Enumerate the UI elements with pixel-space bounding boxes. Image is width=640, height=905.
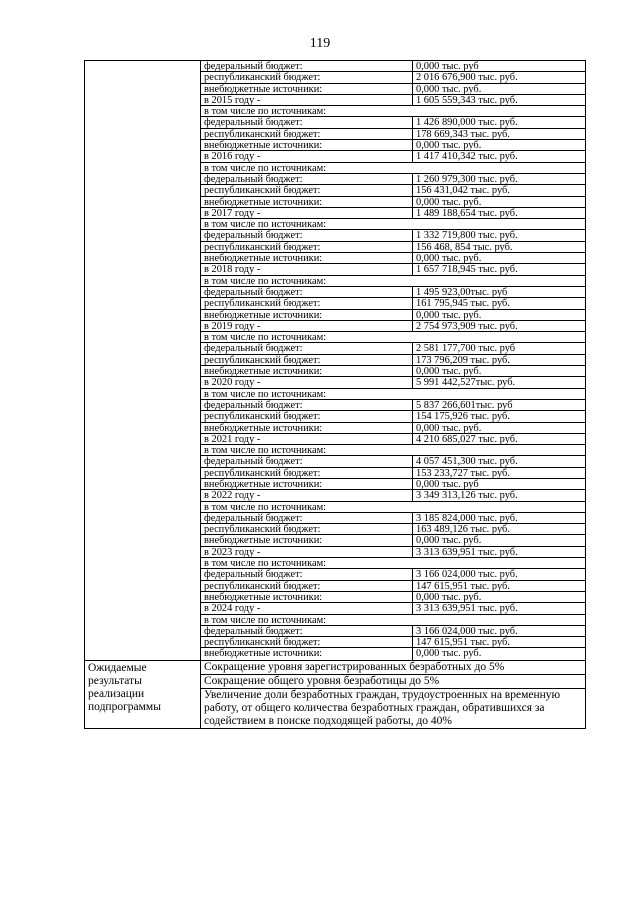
financing-value: 0,000 тыс. руб. [416,535,482,546]
financing-label: федеральный бюджет: [201,343,413,353]
financing-value: 0,000 тыс. руб. [416,83,482,94]
result-item: Увеличение доли безработных граждан, трудоустроенных на временную работу, от общего количества безработных граждан, обратившихся за содействием в поиске подходящей работы, до 40% [204,688,561,727]
financing-label: внебюджетные источники: [201,197,413,207]
financing-value: 1 426 890,000 тыс. руб. [416,117,518,128]
financing-label: внебюджетные источники: [201,253,413,263]
financing-value: 0,000 тыс. руб [416,61,479,72]
financing-label: республиканский бюджет: [201,298,413,308]
financing-value: 3 313 639,951 тыс. руб. [416,546,518,558]
financing-label: в 2021 году - [201,434,413,444]
financing-value: 0,000 тыс. руб [416,478,479,490]
financing-label: в том числе по источникам: [204,162,327,173]
financing-value: 1 260 979,300 тыс. руб. [416,173,518,185]
financing-row [201,411,585,422]
financing-label: в том числе по источникам: [204,558,327,569]
financing-label: внебюджетные источники: [201,84,413,94]
financing-value: 0,000 тыс. руб. [416,422,482,433]
financing-label: республиканский бюджет: [201,411,413,421]
financing-row [201,140,585,151]
financing-row [201,151,585,162]
financing-value: 154 175,926 тыс. руб. [416,411,510,422]
financing-label: в 2024 году - [201,603,413,613]
financing-label: республиканский бюджет: [201,468,413,478]
financing-row [201,185,585,196]
financing-value: 4 057 451,300 тыс. руб. [416,456,518,467]
financing-value: 3 185 824,000 тыс. руб. [416,512,518,524]
financing-value: 2 581 177,700 тыс. руб [416,343,516,354]
financing-label: в том числе по источникам: [204,445,327,456]
financing-row [201,524,585,535]
sources-header-row [201,276,585,287]
financing-row [201,253,585,264]
financing-row [201,95,585,106]
financing-row [201,117,585,128]
financing-label: внебюджетные источники: [201,423,413,433]
financing-value: 0,000 тыс. руб. [416,648,482,660]
financing-label: федеральный бюджет: [201,626,413,636]
financing-row [201,569,585,580]
financing-section [85,61,585,660]
financing-label: в том числе по источникам: [204,388,327,399]
sources-header-row [201,106,585,117]
financing-row [201,581,585,592]
results-label: Ожидаемые результаты реализации подпрограммы [85,661,201,728]
financing-value: 178 669,343 тыс. руб. [416,128,510,140]
financing-label: в том числе по источникам: [204,501,327,512]
page-number: 119 [309,36,331,51]
financing-row [201,287,585,298]
financing-value: 1 605 559,343 тыс. руб. [416,94,518,106]
financing-value: 2 754 973,909 тыс. руб. [416,320,518,332]
financing-label: внебюджетные источники: [201,592,413,602]
financing-label: внебюджетные источники: [201,535,413,545]
financing-row [201,72,585,83]
financing-label: федеральный бюджет: [201,117,413,127]
financing-value: 0,000 тыс. руб. [416,591,482,603]
financing-value: 3 349 313,126 тыс. руб. [416,490,518,501]
financing-value: 2 016 676,900 тыс. руб. [416,72,518,83]
financing-label: федеральный бюджет: [201,456,413,466]
financing-row [201,434,585,445]
financing-row [201,174,585,185]
financing-row [201,490,585,501]
financing-row [201,355,585,366]
financing-row [201,310,585,321]
financing-row [201,513,585,524]
financing-label: республиканский бюджет: [201,72,413,82]
financing-row [201,535,585,546]
sources-header-row [201,332,585,343]
financing-value: 0,000 тыс. руб. [416,196,482,207]
financing-label: республиканский бюджет: [201,185,413,195]
sources-header-row [201,558,585,569]
financing-row [201,648,585,659]
financing-row [201,84,585,95]
financing-label: республиканский бюджет: [201,129,413,139]
financing-row [201,129,585,140]
sources-header-row [201,615,585,626]
financing-label: внебюджетные источники: [201,648,413,659]
financing-value: 4 210 685,027 тыс. руб. [416,433,518,445]
financing-label: в 2016 году - [201,151,413,161]
financing-label: в том числе по источникам: [204,614,327,625]
financing-value: 156 468, 854 тыс. руб. [416,241,513,253]
sources-header-row [201,219,585,230]
financing-label: федеральный бюджет: [201,230,413,240]
financing-label: внебюджетные источники: [201,140,413,150]
financing-row [201,456,585,467]
financing-label: в 2015 году - [201,95,413,105]
financing-label: в том числе по источникам: [204,219,327,230]
financing-value: 3 313 639,951 тыс. руб. [416,603,518,614]
financing-value: 3 166 024,000 тыс. руб. [416,569,518,580]
financing-label: в 2023 году - [201,547,413,557]
financing-label: республиканский бюджет: [201,242,413,252]
financing-row [201,197,585,208]
financing-label: республиканский бюджет: [201,637,413,647]
financing-value: 163 489,126 тыс. руб. [416,524,510,535]
financing-value: 5 837 266,601тыс. руб [416,399,513,411]
blank-label-cell [85,61,201,660]
financing-value: 173 796,209 тыс. руб. [416,354,510,366]
financing-label: внебюджетные источники: [201,479,413,489]
financing-value: 1 489 188,654 тыс. руб. [416,207,518,219]
financing-label: республиканский бюджет: [201,581,413,591]
program-table [84,60,586,729]
financing-row [201,479,585,490]
financing-row [201,400,585,411]
result-item: Сокращение общего уровня безработицы до 5% [201,675,585,689]
financing-value: 0,000 тыс. руб. [416,366,482,377]
financing-value: 1 495 923,00тыс. руб [416,286,508,298]
financing-label: федеральный бюджет: [201,513,413,523]
financing-rows [201,61,585,660]
financing-label: федеральный бюджет: [201,287,413,297]
financing-label: федеральный бюджет: [201,400,413,410]
financing-value: 161 795,945 тыс. руб. [416,298,510,309]
sources-header-row [201,389,585,400]
sources-header-row [201,445,585,456]
financing-label: в том числе по источникам: [204,106,327,117]
financing-label: в 2018 году - [201,264,413,274]
financing-row [201,242,585,253]
financing-value: 3 166 024,000 тыс. руб. [416,625,518,637]
financing-value: 5 991 442,527тыс. руб. [416,377,516,388]
sources-header-row [201,163,585,174]
results-section [85,660,585,728]
financing-label: республиканский бюджет: [201,355,413,365]
financing-row [201,321,585,332]
result-item: Сокращение уровня зарегистрированных безработных до 5% [201,661,585,675]
financing-row [201,626,585,637]
financing-label: в 2019 году - [201,321,413,331]
financing-label: внебюджетные источники: [201,366,413,376]
financing-value: 147 615,951 тыс. руб. [416,580,510,591]
financing-label: в 2022 году - [201,490,413,500]
financing-value: 147 615,951 тыс. руб. [416,637,510,648]
financing-label: федеральный бюджет: [201,61,413,71]
financing-row [201,366,585,377]
financing-label: внебюджетные источники: [201,310,413,320]
financing-label: федеральный бюджет: [201,174,413,184]
financing-row [201,423,585,434]
financing-value: 0,000 тыс. руб. [416,309,482,320]
financing-row [201,208,585,219]
sources-header-row [201,502,585,513]
financing-value: 0,000 тыс. руб. [416,253,482,264]
financing-label: в 2017 году - [201,208,413,218]
financing-value: 156 431,042 тыс. руб. [416,185,510,196]
financing-value: 1 417 410,342 тыс. руб. [416,151,518,162]
financing-value: 1 657 718,945 тыс. руб. [416,264,518,275]
financing-row [201,547,585,558]
financing-label: в том числе по источникам: [204,332,327,343]
financing-label: республиканский бюджет: [201,524,413,534]
financing-value: 1 332 719,800 тыс. руб. [416,230,518,241]
financing-label: в 2020 году - [201,377,413,387]
financing-row [201,230,585,241]
financing-row [201,343,585,354]
results-items [201,661,585,728]
financing-row [201,264,585,275]
financing-row [201,592,585,603]
financing-row [201,637,585,648]
financing-row [201,468,585,479]
financing-value: 0,000 тыс. руб. [416,140,482,151]
financing-row [201,61,585,72]
financing-row [201,377,585,388]
financing-label: федеральный бюджет: [201,569,413,579]
financing-row [201,298,585,309]
financing-label: в том числе по источникам: [204,275,327,286]
financing-row [201,603,585,614]
financing-value: 153 233,727 тыс. руб. [416,467,510,478]
